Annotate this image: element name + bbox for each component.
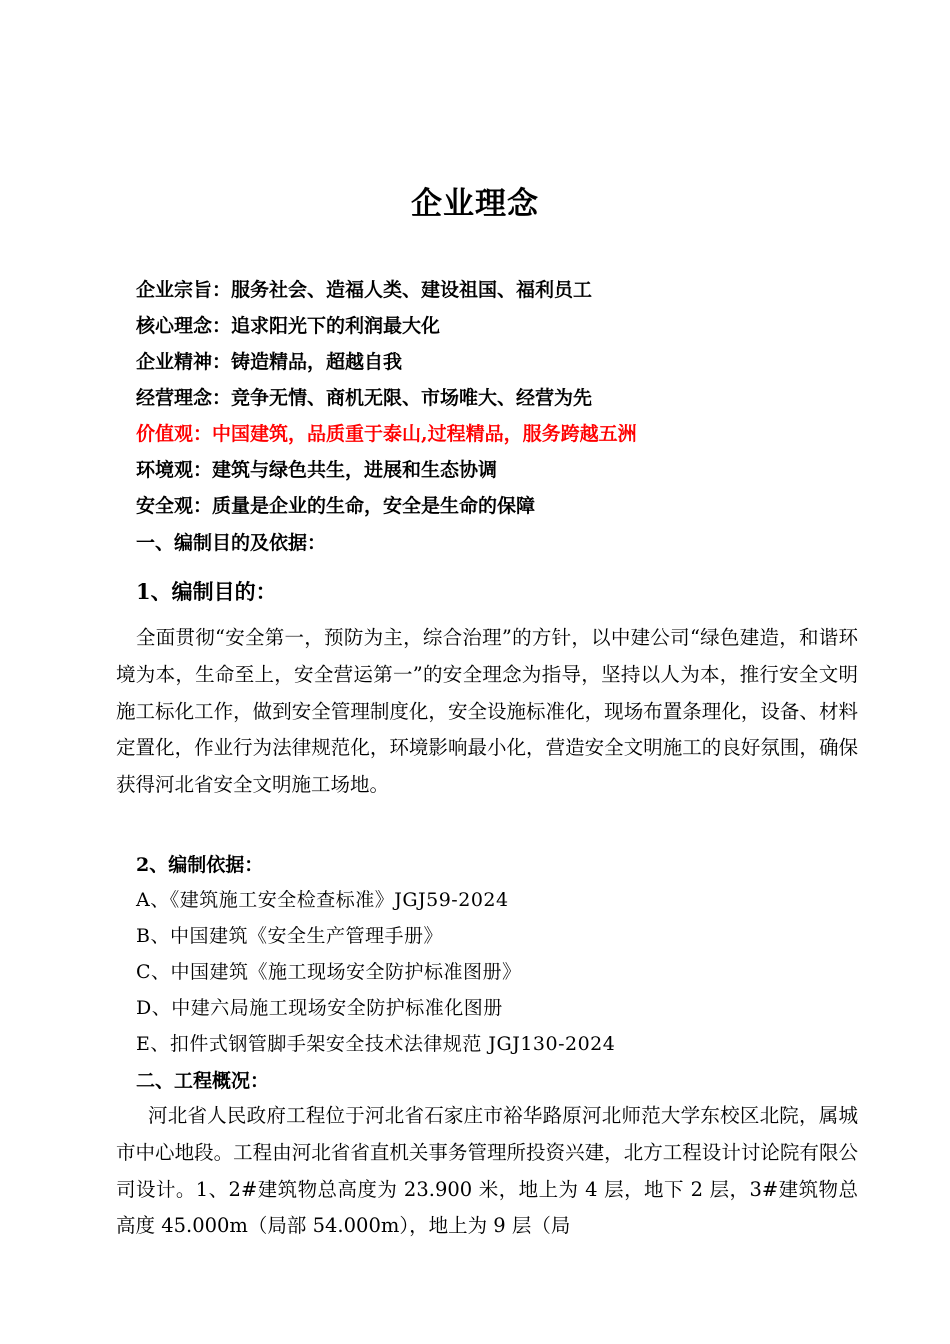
philosophy-label: 核心理念： (136, 315, 232, 337)
reference-item: D、中建六局施工现场安全防护标准化图册 (136, 997, 503, 1019)
philosophy-label: 价值观： (136, 423, 213, 445)
reference-item: B、中国建筑《安全生产管理手册》 (136, 925, 443, 947)
philosophy-label: 安全观： (136, 495, 213, 517)
philosophy-text: 铸造精品，超越自我 (231, 351, 403, 373)
philosophy-text: 质量是企业的生命，安全是生命的保障 (212, 495, 536, 517)
philosophy-text: 建筑与绿色共生，进展和生态协调 (212, 459, 498, 481)
section-heading: 二、工程概况： (136, 1070, 270, 1092)
philosophy-text: 中国建筑，品质重于泰山,过程精品，服务跨越五洲 (212, 423, 637, 445)
purpose-paragraph: 全面贯彻“安全第一，预防为主，综合治理”的方针，以中建公司“绿色建造，和谐环境为本，生命至上，安全营运第一”的安全理念为指导，坚持以人为本，推行安全文明施工标化工作，做到安全管理制度化，安全设施标准化，现场布置条理化，设备、材料定置化，作业行为法律规范化，环境影响最小化，营造安全文明施工的良好氛围，确保获得河北省安全文明施工场地。 (116, 626, 858, 797)
subsection-heading: 1、编制目的： (136, 579, 277, 604)
philosophy-label: 经营理念： (136, 387, 232, 409)
section-heading: 一、编制目的及依据： (136, 532, 327, 554)
reference-item: C、中国建筑《施工现场安全防护标准图册》 (136, 961, 522, 983)
philosophy-text: 竞争无情、商机无限、市场唯大、经营为先 (231, 387, 593, 409)
philosophy-label: 企业精神： (136, 351, 232, 373)
subsection-heading: 2、编制依据： (136, 854, 264, 876)
philosophy-text: 追求阳光下的利润最大化 (231, 315, 441, 337)
philosophy-text: 服务社会、造福人类、建设祖国、福利员工 (231, 279, 593, 301)
page-title: 企业理念 (411, 186, 539, 222)
philosophy-item-spirit (136, 350, 402, 374)
philosophy-label: 企业宗旨： (136, 279, 232, 301)
reference-item: A、《建筑施工安全检查标准》JGJ59-2024 (136, 889, 509, 911)
philosophy-item-values (136, 422, 637, 446)
philosophy-item-mission (136, 278, 592, 302)
reference-item: E、扣件式钢管脚手架安全技术法律规范 JGJ130-2024 (136, 1033, 616, 1055)
philosophy-item-core (136, 314, 440, 338)
philosophy-label: 环境观： (136, 459, 213, 481)
philosophy-item-environment (136, 458, 497, 482)
overview-paragraph: 河北省人民政府工程位于河北省石家庄市裕华路原河北师范大学东校区北院，属城市中心地段。工程由河北省省直机关事务管理所投资兴建，北方工程设计讨论院有限公司设计。1、2#建筑物总高度为 23.900 米，地上为 4 层，地下 2 层，3#建筑物总高度 45.000m（局部 54.000m），地上为 9 层（局 (116, 1104, 858, 1238)
philosophy-item-business (136, 386, 592, 410)
philosophy-item-safety (136, 494, 535, 518)
